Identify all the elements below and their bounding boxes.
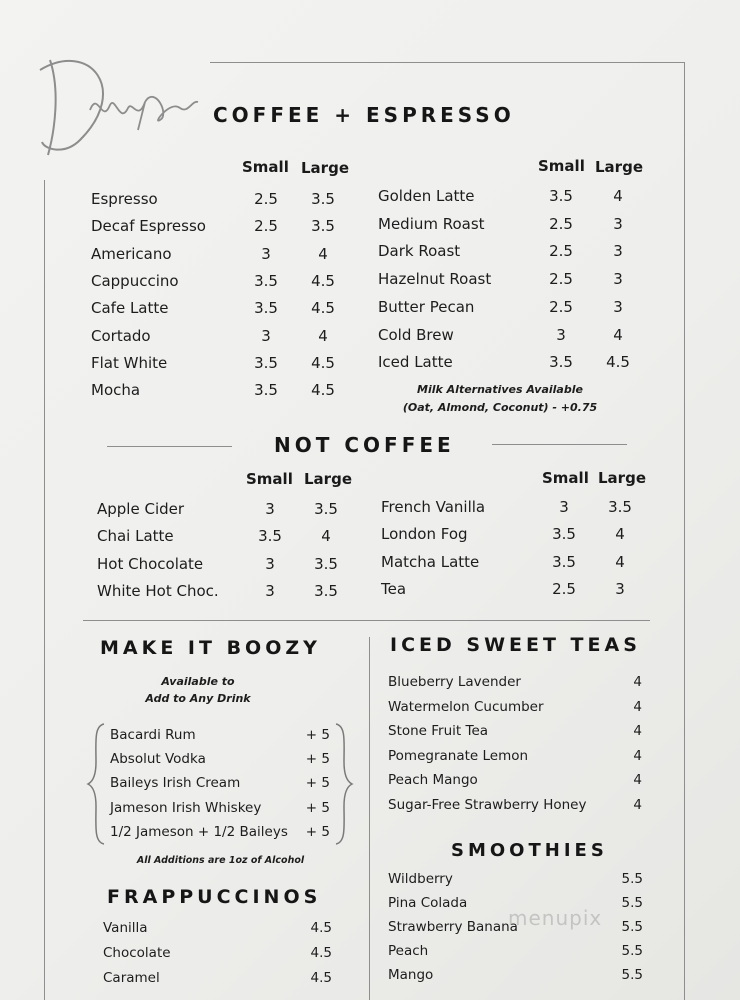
menu-item-small-price: 2.5 — [254, 190, 278, 208]
menu-item-price: 5.5 — [621, 943, 643, 959]
menu-item-name: Matcha Latte — [381, 552, 480, 571]
coffee-right-hdr-large: Large — [595, 158, 643, 176]
coffee-left-hdr-small: Small — [242, 158, 289, 176]
coffee-left-hdr-large: Large — [301, 159, 349, 177]
not-coffee-right-hdr-small: Small — [542, 469, 589, 487]
menu-item-small-price: 3.5 — [549, 187, 573, 205]
not-coffee-left-rule — [107, 446, 232, 447]
menu-item-name: Absolut Vodka — [110, 751, 206, 768]
not-coffee-title: NOT COFFEE — [274, 433, 455, 457]
menu-item-large-price: 3 — [615, 579, 625, 598]
menu-item-small-price: 3.5 — [254, 271, 278, 290]
menu-item-small-price: 3.5 — [254, 299, 278, 318]
not-coffee-left-hdr-large: Large — [304, 470, 352, 488]
menu-item-large-price: 4 — [321, 527, 331, 546]
not-coffee-left-hdr-small: Small — [246, 470, 293, 488]
menu-item-price: 4.5 — [310, 970, 332, 986]
menu-item-price: + 5 — [305, 751, 330, 768]
menu-item-small-price: 3 — [559, 498, 569, 516]
menu-item-name: Tea — [381, 579, 407, 598]
menupix-watermark: menupix — [508, 906, 603, 930]
menu-item-price: 4 — [633, 796, 642, 813]
menu-item-large-price: 4.5 — [311, 299, 335, 318]
menu-item-price: 5.5 — [621, 967, 643, 983]
menu-item-large-price: 4.5 — [606, 353, 630, 372]
menu-item-name: Pina Colada — [388, 895, 468, 911]
menu-item-name: Cortado — [91, 326, 151, 345]
menu-item-small-price: 3.5 — [254, 381, 278, 400]
menu-item-small-price: 2.5 — [549, 297, 573, 316]
menu-item-large-price: 4 — [613, 325, 623, 344]
menu-item-name: Mango — [388, 967, 434, 983]
menu-item-price: 4 — [633, 674, 642, 690]
menu-item-price: 4.5 — [310, 920, 332, 936]
smoothies-title: SMOOTHIES — [451, 840, 608, 861]
menu-item-small-price: 3.5 — [549, 353, 573, 372]
menu-item-name: Medium Roast — [378, 214, 485, 233]
menu-item-large-price: 3.5 — [311, 190, 335, 208]
menu-item-large-price: 3.5 — [311, 217, 335, 236]
milk-alternatives-note-line2: (Oat, Almond, Coconut) - +0.75 — [402, 401, 598, 414]
menu-item-name: Hazelnut Roast — [378, 270, 492, 289]
menu-item-name: Blueberry Lavender — [388, 674, 521, 690]
menu-item-small-price: 3 — [556, 325, 566, 344]
menu-item-large-price: 3.5 — [314, 500, 338, 518]
menu-item-small-price: 3.5 — [258, 527, 282, 546]
drinks-script-logo — [20, 30, 220, 170]
menu-item-name: Golden Latte — [378, 187, 475, 205]
menu-item-name: Watermelon Cucumber — [388, 698, 544, 715]
menu-item-large-price: 4 — [615, 552, 625, 571]
menu-item-large-price: 3.5 — [314, 554, 338, 573]
menu-item-price: 5.5 — [621, 871, 643, 887]
iced-sweet-teas-title: ICED SWEET TEAS — [390, 634, 641, 656]
menu-item-price: 4 — [633, 772, 642, 788]
not-coffee-right-hdr-large: Large — [598, 469, 646, 487]
menu-item-small-price: 3 — [265, 500, 275, 518]
boozy-note-line2: Add to Any Drink — [145, 692, 251, 705]
menu-item-large-price: 4 — [615, 525, 625, 544]
menu-item-name: Sugar-Free Strawberry Honey — [388, 796, 587, 813]
menu-item-large-price: 4 — [318, 244, 328, 263]
menu-item-name: Stone Fruit Tea — [388, 723, 489, 739]
menu-item-name: Vanilla — [103, 920, 148, 936]
menu-item-small-price: 3.5 — [552, 552, 576, 571]
menu-item-price: 4 — [633, 698, 642, 715]
boozy-footnote: All Additions are 1oz of Alcohol — [136, 855, 305, 866]
menu-item-name: Cold Brew — [378, 325, 454, 344]
menu-item-small-price: 3 — [261, 326, 271, 345]
menu-item-price: 4 — [633, 747, 642, 764]
menu-item-small-price: 3 — [265, 581, 275, 600]
menu-item-name: Cappuccino — [91, 271, 179, 290]
menu-item-large-price: 3 — [613, 242, 623, 261]
menu-item-small-price: 3 — [265, 554, 275, 573]
menu-item-name: Butter Pecan — [378, 297, 475, 316]
menu-item-name: White Hot Choc. — [97, 581, 219, 600]
menu-item-name: Dark Roast — [378, 242, 461, 261]
menu-item-large-price: 3 — [613, 270, 623, 289]
menu-item-small-price: 3.5 — [254, 353, 278, 372]
menu-item-name: London Fog — [381, 525, 468, 544]
menu-item-name: Decaf Espresso — [91, 217, 206, 236]
menu-item-name: Peach — [388, 943, 429, 959]
menu-item-small-price: 2.5 — [549, 214, 573, 233]
lower-column-divider — [369, 637, 370, 1000]
lower-section-rule — [83, 620, 650, 621]
menu-item-name: Mocha — [91, 381, 141, 400]
frame-top-rule — [210, 62, 685, 63]
coffee-right-hdr-small: Small — [538, 157, 585, 175]
menu-item-name: Bacardi Rum — [110, 727, 196, 743]
boozy-note-line1: Available to — [161, 675, 235, 688]
not-coffee-right-rule — [492, 444, 627, 445]
menu-item-name: Peach Mango — [388, 772, 478, 788]
menu-item-large-price: 4 — [318, 326, 328, 345]
menu-item-name: Apple Cider — [97, 500, 185, 518]
menu-item-name: Chai Latte — [97, 527, 174, 546]
menu-item-name: Pomegranate Lemon — [388, 747, 529, 764]
menu-item-large-price: 4.5 — [311, 353, 335, 372]
menu-item-small-price: 2.5 — [549, 270, 573, 289]
menu-item-name: Wildberry — [388, 871, 453, 887]
menu-item-name: Espresso — [91, 190, 158, 208]
menu-item-small-price: 2.5 — [549, 242, 573, 261]
menu-item-name: Hot Chocolate — [97, 554, 204, 573]
menu-item-name: Cafe Latte — [91, 299, 169, 318]
menu-item-small-price: 2.5 — [254, 217, 278, 236]
make-it-boozy-title: MAKE IT BOOZY — [100, 637, 321, 659]
menu-item-large-price: 3 — [613, 297, 623, 316]
menu-item-name: Iced Latte — [378, 353, 453, 372]
menu-item-name: French Vanilla — [381, 498, 486, 516]
menu-item-name: Americano — [91, 244, 172, 263]
boozy-left-brace — [86, 722, 106, 846]
menu-item-price: + 5 — [305, 727, 330, 743]
boozy-right-brace — [334, 722, 354, 846]
menu-item-price: + 5 — [305, 799, 330, 816]
menu-item-large-price: 4.5 — [311, 381, 335, 400]
menu-item-name: Flat White — [91, 353, 168, 372]
menu-item-name: Baileys Irish Cream — [110, 775, 241, 792]
menu-item-large-price: 3.5 — [608, 498, 632, 516]
menu-item-price: 4.5 — [310, 945, 332, 961]
menu-item-name: Caramel — [103, 970, 160, 986]
frappuccinos-title: FRAPPUCCINOS — [107, 886, 322, 908]
menu-item-large-price: 4.5 — [311, 271, 335, 290]
menu-item-large-price: 3.5 — [314, 581, 338, 600]
menu-item-small-price: 3.5 — [552, 525, 576, 544]
menu-item-price: + 5 — [305, 823, 330, 840]
menu-item-name: Strawberry Banana — [388, 919, 518, 935]
menu-item-name: Chocolate — [103, 945, 171, 961]
menu-item-price: 5.5 — [621, 895, 643, 911]
frame-left-rule — [44, 180, 45, 1000]
menu-item-price: 4 — [633, 723, 642, 739]
frame-right-rule — [684, 62, 685, 1000]
menu-item-name: Jameson Irish Whiskey — [110, 799, 262, 816]
menu-item-small-price: 3 — [261, 244, 271, 263]
coffee-espresso-title: COFFEE + ESPRESSO — [213, 103, 515, 127]
menu-item-price: + 5 — [305, 775, 330, 792]
menu-item-name: 1/2 Jameson + 1/2 Baileys — [110, 823, 288, 840]
menu-item-large-price: 4 — [613, 187, 623, 205]
menu-item-small-price: 2.5 — [552, 579, 576, 598]
menu-item-large-price: 3 — [613, 214, 623, 233]
menu-item-price: 5.5 — [621, 919, 643, 935]
milk-alternatives-note-line1: Milk Alternatives Available — [417, 383, 583, 396]
